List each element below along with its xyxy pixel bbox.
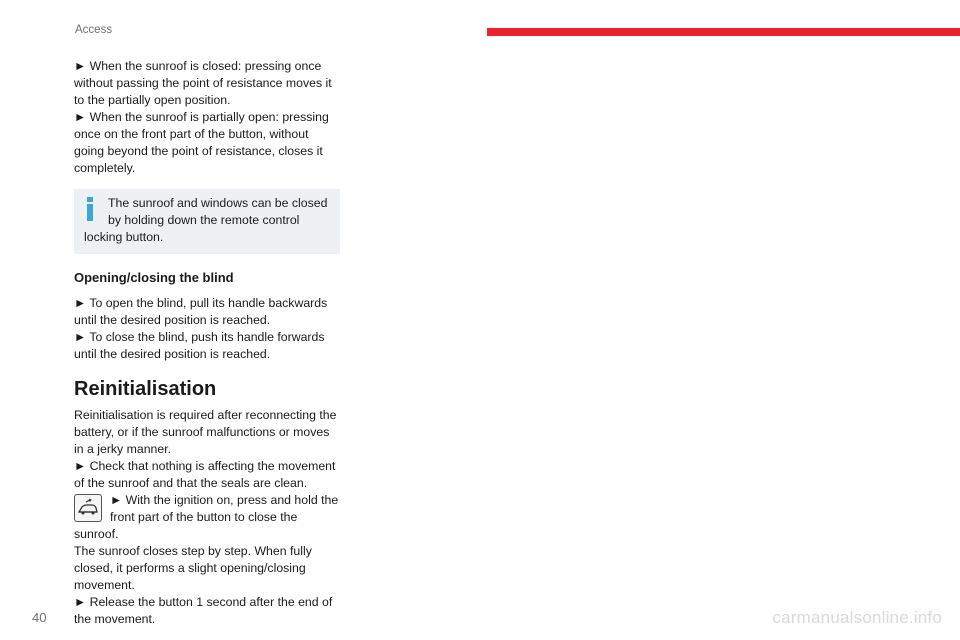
info-icon: [84, 197, 96, 225]
content-column: [74, 58, 340, 628]
section-label: Access: [75, 24, 113, 36]
reinit-intro: Reinitialisation is required after reconnecting the battery, or if the sunroof malfunctions or moves in a jerky manner.: [74, 408, 337, 456]
reinit-closes: The sunroof closes step by step. When fully closed, it performs a slight opening/closing movement.: [74, 544, 312, 592]
info-note: [74, 189, 340, 254]
blind-heading: Opening/closing the blind: [74, 270, 234, 285]
reinit-press-text: ► With the ignition on, press and hold the front part of the button to close the sunroof.: [74, 493, 339, 541]
watermark: carmanualsonline.info: [772, 608, 942, 627]
sunroof-button-icon: [74, 494, 102, 522]
chapter-bar: [487, 28, 960, 36]
blind-open-item: ► To open the blind, pull its handle backwards until the desired position is reached.: [74, 296, 328, 327]
blind-close-item: ► To close the blind, push its handle forwards until the desired position is reached.: [74, 330, 325, 361]
reinit-press: [74, 492, 340, 543]
reinit-heading: Reinitialisation: [74, 378, 217, 400]
reinit-release: ► Release the button 1 second after the end of the movement.: [74, 595, 333, 626]
page-number: 40: [32, 610, 47, 625]
reinit-check: ► Check that nothing is affecting the movement of the sunroof and that the seals are clean.: [74, 459, 336, 490]
paragraph-partially-open: ► When the sunroof is partially open: pressing once on the front part of the button, without going beyond the point of resistance, closes it completely.: [74, 110, 329, 175]
paragraph-closed: ► When the sunroof is closed: pressing once without passing the point of resistance moves it to the partially open position.: [74, 59, 332, 107]
info-note-text: The sunroof and windows can be closed by holding down the remote control locking button.: [84, 196, 328, 244]
